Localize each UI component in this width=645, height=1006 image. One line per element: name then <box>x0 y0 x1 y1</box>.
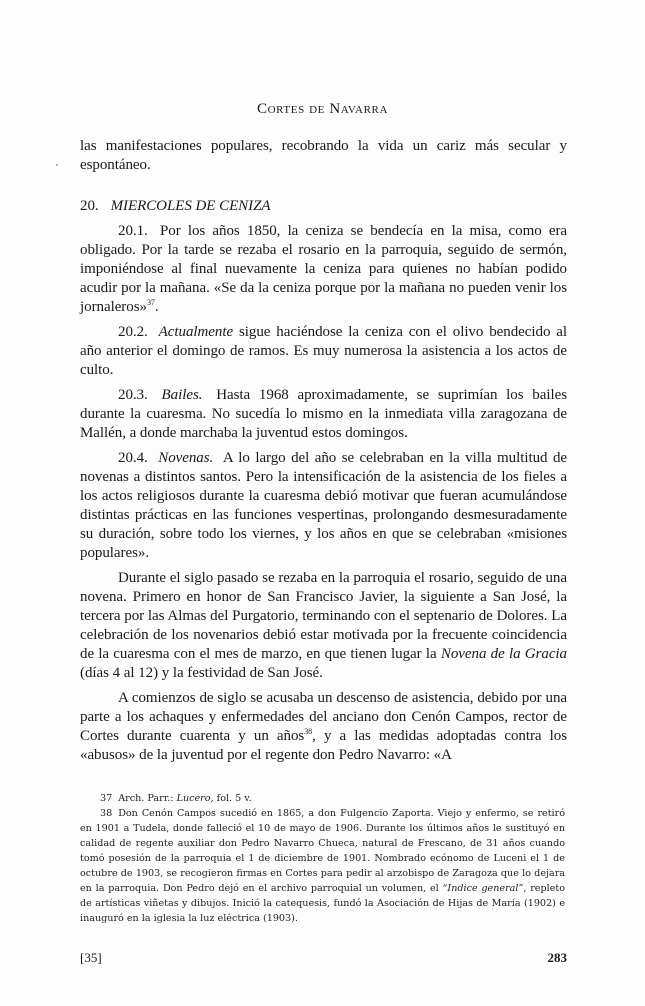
emphasis-text: Novena de la Gracia <box>440 646 568 662</box>
running-head: Cortes de Navarra <box>257 101 388 117</box>
page-number: 283 <box>547 950 567 965</box>
section-number: 20. <box>80 198 99 214</box>
footnote-37 <box>80 791 565 806</box>
paragraph-20-2 <box>80 323 567 380</box>
punctuation: . <box>154 299 159 315</box>
paragraph-text: , y a las medidas adoptadas contra los «abusos» de la juventud por el regente don Pedro Navarro: «A <box>80 728 568 763</box>
footnote-ref[interactable]: 38 <box>304 727 313 736</box>
paragraph-20-3 <box>80 386 567 443</box>
section-heading <box>80 197 567 216</box>
subsection-keyword: Actualmente <box>158 324 234 340</box>
subsection-number: 20.1. <box>118 223 148 239</box>
text-column <box>80 0 567 1006</box>
footnote-text: Arch. Parr.: <box>118 793 177 804</box>
footnote-text: Don Cenón Campos sucedió en 1865, a don Fulgencio Zaporta. Viejo y enfermo, se retiró en 1901 a Tudela, donde falleció el 10 de mayo de 1906. Durante los últimos años le sustituyó en calidad de regente auxiliar don Pedro Navarro Chueca, natural de Frescano, de 31 años cuando tomó posesión de la parroquia el 1 de diciembre de 1901. Nombrado ecónomo de Luceni el 1 de octubre de 1903, se recogieron firmas en Cortes para pedir al arzobispo de Zaragoza que lo dejara en la parroquia. Don Pedro dejó en el archivo parroquial un volumen, el “ <box>80 808 565 894</box>
paragraph-text: Por los años 1850, la ceniza se bendecía en la misa, como era obligado. Por la tarde se rezaba el rosario en la parroquia, seguido de sermón, imponiéndose al final nuevamente la ceniza para quienes no habían podido acudir por la mañana. «Se da la ceniza porque por la mañana no pueden venir los jornaleros» <box>80 223 568 315</box>
paragraph-20-4 <box>80 449 567 563</box>
subsection-number: 20.2. <box>118 324 148 340</box>
subsection-keyword: Novenas. <box>158 450 214 466</box>
paragraph-20-1 <box>80 222 567 317</box>
paragraph-text: sigue haciéndose la ceniza con el olivo bendecido al año anterior el domingo de ramos. Es muy numerosa la asistencia a los actos de culto. <box>80 324 568 378</box>
footnote-38 <box>80 806 565 926</box>
subsection-keyword: Bailes. <box>161 387 203 403</box>
paragraph-text: Hasta 1968 aproximadamente, se suprimían los bailes durante la cuaresma. No sucedía lo mismo en la inmediata villa zaragozana de Mallén, a donde marchaba la juventud estos domingos. <box>80 387 567 441</box>
folio-line <box>80 950 567 1006</box>
section-title: MIERCOLES DE CENIZA <box>110 198 271 214</box>
paragraph-continuation: las manifestaciones populares, recobrando la vida un cariz más secular y espontáneo. <box>80 138 567 173</box>
subsection-number: 20.3. <box>118 387 148 403</box>
footnote-emphasis: Lucero, <box>176 793 214 804</box>
scan-speck <box>56 164 58 166</box>
paragraph-text: A comienzos de siglo se acusaba un descenso de asistencia, debido por una parte a los achaques y enfermedades del anciano don Cenón Campos, rector de Cortes durante cuarenta y un años <box>80 690 567 744</box>
paragraph-comienzos <box>80 689 567 765</box>
paragraph-novenas <box>80 569 567 683</box>
subsection-number: 20.4. <box>118 450 148 466</box>
paragraph-text: Durante el siglo pasado se rezaba en la parroquia el rosario, seguido de una novena. Primero en honor de San Francisco Javier, la siguiente a San José, la tercera por las Almas del Purgatorio, terminando con el septenario de Dolores. La celebración de los novenarios debió estar motivada por la frecuente coincidencia de la cuaresma con el mes de marzo, en que tienen lugar la <box>80 570 567 662</box>
footnote-emphasis: Indice general <box>447 883 519 894</box>
footnote-text: fol. 5 v. <box>213 793 252 804</box>
footnote-number: 37 <box>100 793 113 804</box>
footnote-ref[interactable]: 37 <box>146 298 155 307</box>
paragraph-text: A lo largo del año se celebraban en la villa multitud de novenas a distintos santos. Pero la intensificación de la asistencia de los fieles a los actos religiosos durante la cuaresma debió motivar que fueran acumulándose distintas prácticas en las funciones vespertinas, prolongando desmesuradamente su duración, sobre todo los viernes, y los años en que se celebraban «misiones populares». <box>80 450 567 561</box>
paragraph-text: (días 4 al 12) y la festividad de San José. <box>80 665 323 681</box>
footnotes <box>80 791 565 926</box>
main-text <box>80 137 567 765</box>
folio-bracketed: [35] <box>80 950 102 965</box>
footnote-number: 38 <box>100 808 113 819</box>
footnote-text: ”, repleto de artísticas viñetas y dibujos. Inició la catequesis, fundó la Asociación de Hijas de María (1902) e inauguró en la iglesia la luz eléctrica (1903). <box>80 883 566 924</box>
